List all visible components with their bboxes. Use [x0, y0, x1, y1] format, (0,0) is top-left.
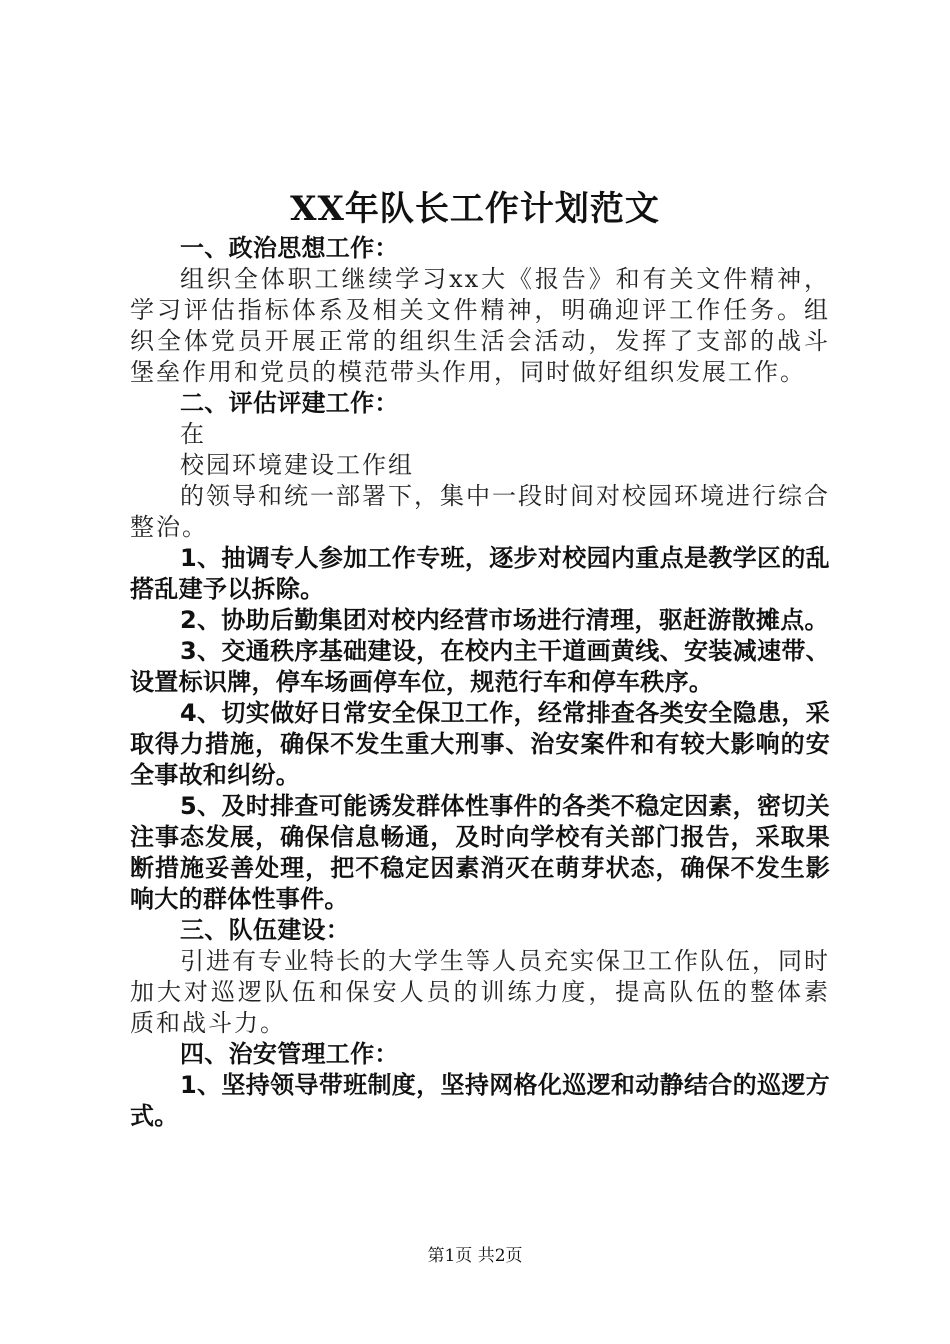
- section-heading-security: 四、治安管理工作：: [180, 1040, 399, 1068]
- section-heading-team: 三、队伍建设：: [180, 916, 351, 944]
- section-heading-evaluation: 二、评估评建工作：: [180, 389, 399, 417]
- list-item: 5、及时排查可能诱发群体性事件的各类不稳定因素，密切关注事态发展，确保信息畅通，及时向学校有关部门报告，采取果断措施妥善处理，把不稳定因素消灭在萌芽状态，确保不发生影响大的群体性事件。: [130, 792, 830, 913]
- section-heading-politics: 一、政治思想工作：: [180, 234, 399, 262]
- list-item: 2、协助后勤集团对校内经营市场进行清理，驱赶游散摊点。: [180, 606, 829, 634]
- paragraph-team: 引进有专业特长的大学生等人员充实保卫工作队伍，同时加大对巡逻队伍和保安人员的训练力度，提高队伍的整体素质和战斗力。: [130, 947, 830, 1037]
- list-item: 4、切实做好日常安全保卫工作，经常排查各类安全隐患，采取得力措施，确保不发生重大刑事、治安案件和有较大影响的安全事故和纠纷。: [130, 699, 830, 789]
- paragraph-fragment: 校园环境建设工作组: [180, 451, 414, 479]
- list-item: 1、抽调专人参加工作专班，逐步对校园内重点是教学区的乱搭乱建予以拆除。: [130, 544, 830, 603]
- list-item: 1、坚持领导带班制度，坚持网格化巡逻和动静结合的巡逻方式。: [130, 1071, 830, 1130]
- page-footer: 第1页 共2页: [427, 1246, 523, 1266]
- paragraph-fragment: 在: [180, 420, 206, 448]
- list-item: 3、交通秩序基础建设，在校内主干道画黄线、安装减速带、设置标识牌，停车场画停车位，规范行车和停车秩序。: [130, 637, 830, 696]
- document-body: [130, 233, 830, 1132]
- document-title: XX年队长工作计划范文: [290, 189, 660, 229]
- paragraph-fragment: 的领导和统一部署下，集中一段时间对校园环境进行综合整治。: [130, 482, 830, 541]
- paragraph-politics: 组织全体职工继续学习xx大《报告》和有关文件精神，学习评估指标体系及相关文件精神，明确迎评工作任务。组织全体党员开展正常的组织生活会活动，发挥了支部的战斗堡垒作用和党员的模范带头作用，同时做好组织发展工作。: [130, 265, 830, 386]
